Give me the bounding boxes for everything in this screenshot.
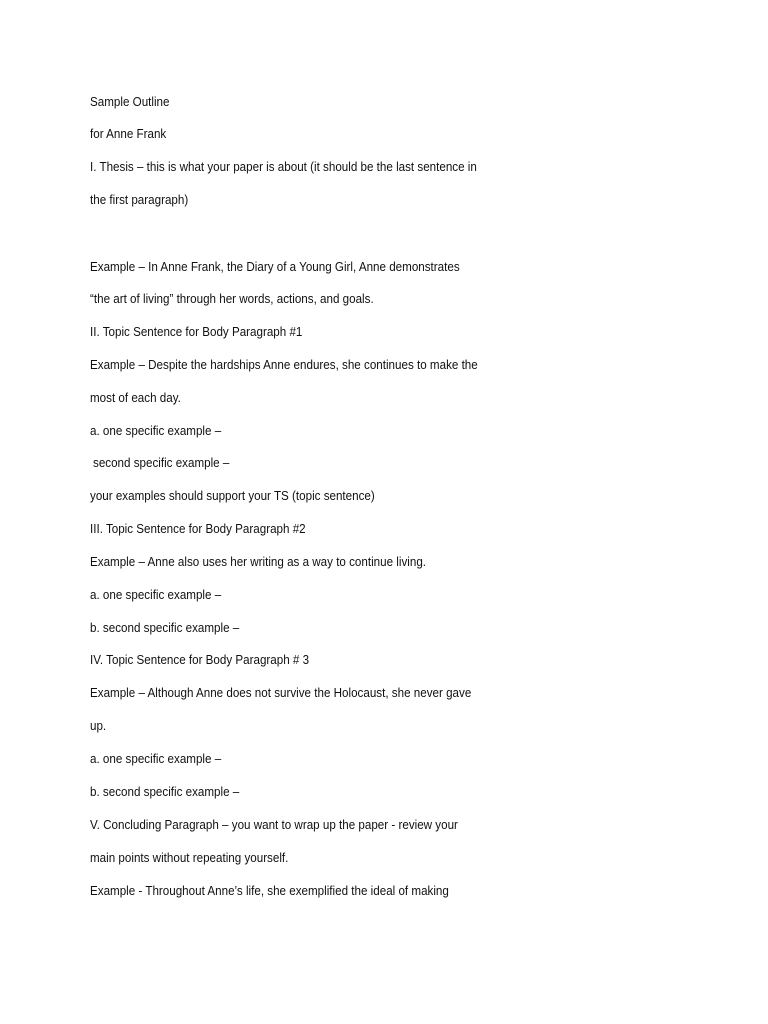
body-1-note: your examples should support your TS (topic sentence) (90, 489, 375, 503)
body-3-specific-example-a: a. one specific example – (90, 752, 222, 766)
thesis-heading: I. Thesis – this is what your paper is about (it should be the last sentence in (90, 160, 477, 174)
body-2-specific-example-a: a. one specific example – (90, 588, 222, 602)
body-2-specific-example-b: b. second specific example – (90, 621, 240, 635)
topic-sentence-3-example-continued: up. (90, 719, 107, 733)
thesis-example-continued: “the art of living” through her words, actions, and goals. (90, 292, 374, 306)
concluding-example: Example - Throughout Anne’s life, she exemplified the ideal of making (90, 884, 449, 898)
body-3-specific-example-b: b. second specific example – (90, 785, 240, 799)
topic-sentence-1-example-continued: most of each day. (90, 391, 181, 405)
topic-sentence-1-heading: II. Topic Sentence for Body Paragraph #1 (90, 325, 303, 339)
topic-sentence-3-example: Example – Although Anne does not survive the Holocaust, she never gave (90, 686, 472, 700)
concluding-paragraph-heading-continued: main points without repeating yourself. (90, 851, 289, 865)
document-subtitle: for Anne Frank (90, 127, 167, 141)
body-1-specific-example-a: a. one specific example – (90, 424, 222, 438)
thesis-heading-continued: the first paragraph) (90, 193, 189, 207)
concluding-paragraph-heading: V. Concluding Paragraph – you want to wrap up the paper - review your (90, 818, 458, 832)
topic-sentence-2-example: Example – Anne also uses her writing as a way to continue living. (90, 555, 427, 569)
topic-sentence-3-heading: IV. Topic Sentence for Body Paragraph # 3 (90, 653, 310, 667)
body-1-specific-example-b: second specific example – (93, 456, 230, 470)
topic-sentence-2-heading: III. Topic Sentence for Body Paragraph #2 (90, 522, 306, 536)
thesis-example: Example – In Anne Frank, the Diary of a Young Girl, Anne demonstrates (90, 260, 460, 274)
topic-sentence-1-example: Example – Despite the hardships Anne endures, she continues to make the (90, 358, 478, 372)
document-title: Sample Outline (90, 95, 170, 109)
